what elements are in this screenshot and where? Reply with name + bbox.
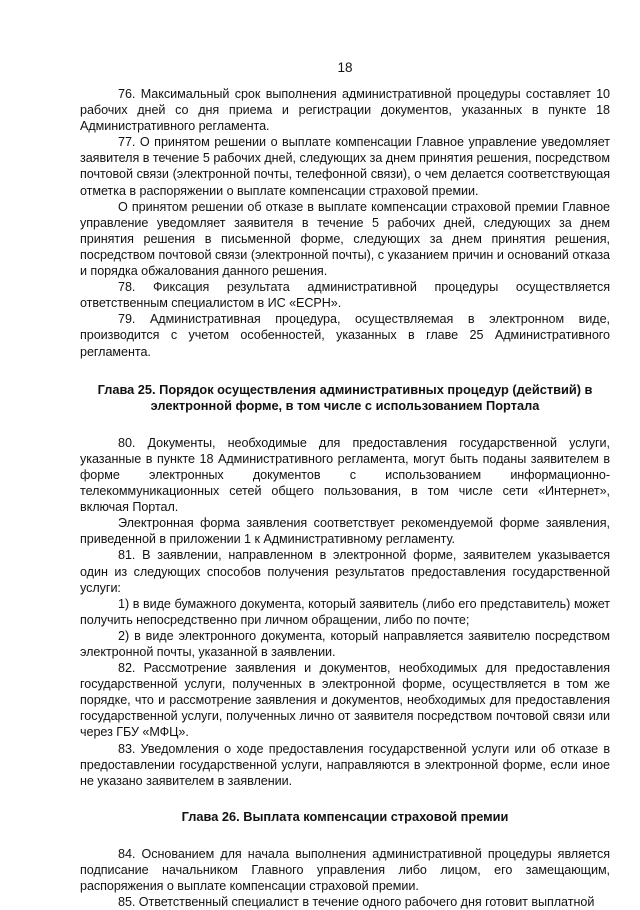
- paragraph-85: 85. Ответственный специалист в течение одного рабочего дня готовит выплатной: [118, 895, 595, 910]
- paragraph-76: 76. Максимальный срок выполнения административной процедуры составляет 10 рабочих дней со дня приема и регистрации документов, указанных в пункте 18 Административного регламента.: [80, 87, 610, 134]
- chapter-25-heading: Глава 25. Порядок осуществления административных процедур (действий) в электронной форме, в том числе с использованием Портала: [97, 381, 593, 413]
- paragraph-80: 80. Документы, необходимые для предоставления государственной услуги, указанные в пункте 18 Административного регламента, могут быть поданы заявителем в форме электронных документов с использованием информационно-телекоммуникационных сетей общего пользования, в том числе сети «Интернет», включая Портал.: [80, 435, 610, 515]
- paragraph-79: 79. Административная процедура, осуществляемая в электронном виде, производится с учетом особенностей, указанных в главе 25 Административного регламента.: [80, 312, 610, 359]
- paragraph-84: 84. Основанием для начала выполнения административной процедуры является подписание начальником Главного управления либо лицом, его замещающим, распоряжения о выплате компенсации страховой премии.: [80, 846, 610, 894]
- paragraph-83: 83. Уведомления о ходе предоставления государственной услуги или об отказе в предоставлении государственной услуги, направляются в электронной форме, если иное не указано заявителем в заявлении.: [80, 741, 610, 788]
- paragraph-82: 82. Рассмотрение заявления и документов, необходимых для предоставления государственной услуги, полученных в электронной форме, осуществляется в том же порядке, что и рассмотрение заявления и документов, необходимых для предоставления государственной услуги, полученных лично от заявителя посредством почтовой связи или через ГБУ «МФЦ».: [80, 661, 610, 740]
- paragraph-80-form: Электронная форма заявления соответствует рекомендуемой форме заявления, приведенной в приложении 1 к Административному регламенту.: [80, 516, 610, 547]
- paragraph-81-option-1: 1) в виде бумажного документа, который заявитель (либо его представитель) может получить непосредственно при личном обращении, либо по почте;: [80, 596, 610, 627]
- paragraph-77: 77. О принятом решении о выплате компенсации Главное управление уведомляет заявителя в течение 5 рабочих дней, следующих за днем принятия решения, посредством почтовой связи (электронной почты, телефонной связи), о чем делается соответствующая отметка в распоряжении о выплате компенсации страховой премии.: [80, 135, 610, 198]
- chapter-26-heading: Глава 26. Выплата компенсации страховой премии: [181, 808, 509, 824]
- paragraph-81: 81. В заявлении, направленном в электронной форме, заявителем указывается один из следующих способов получения результатов предоставления государственной услуги:: [80, 548, 610, 595]
- page-number: 18: [337, 60, 353, 75]
- paragraph-81-option-2: 2) в виде электронного документа, который направляется заявителю посредством электронной почты, указанной в заявлении.: [80, 628, 610, 659]
- paragraph-78: 78. Фиксация результата административной процедуры осуществляется ответственным специалистом в ИС «ЕСРН».: [80, 280, 610, 311]
- paragraph-77-refusal: О принятом решении об отказе в выплате компенсации страховой премии Главное управление уведомляет заявителя в течение 5 рабочих дней, следующих за днем принятия решения в письменной форме, следующих за днем принятия решения, посредством почтовой связи (электронной почты), с указанием причин и оснований отказа и порядка обжалования данного решения.: [80, 199, 610, 279]
